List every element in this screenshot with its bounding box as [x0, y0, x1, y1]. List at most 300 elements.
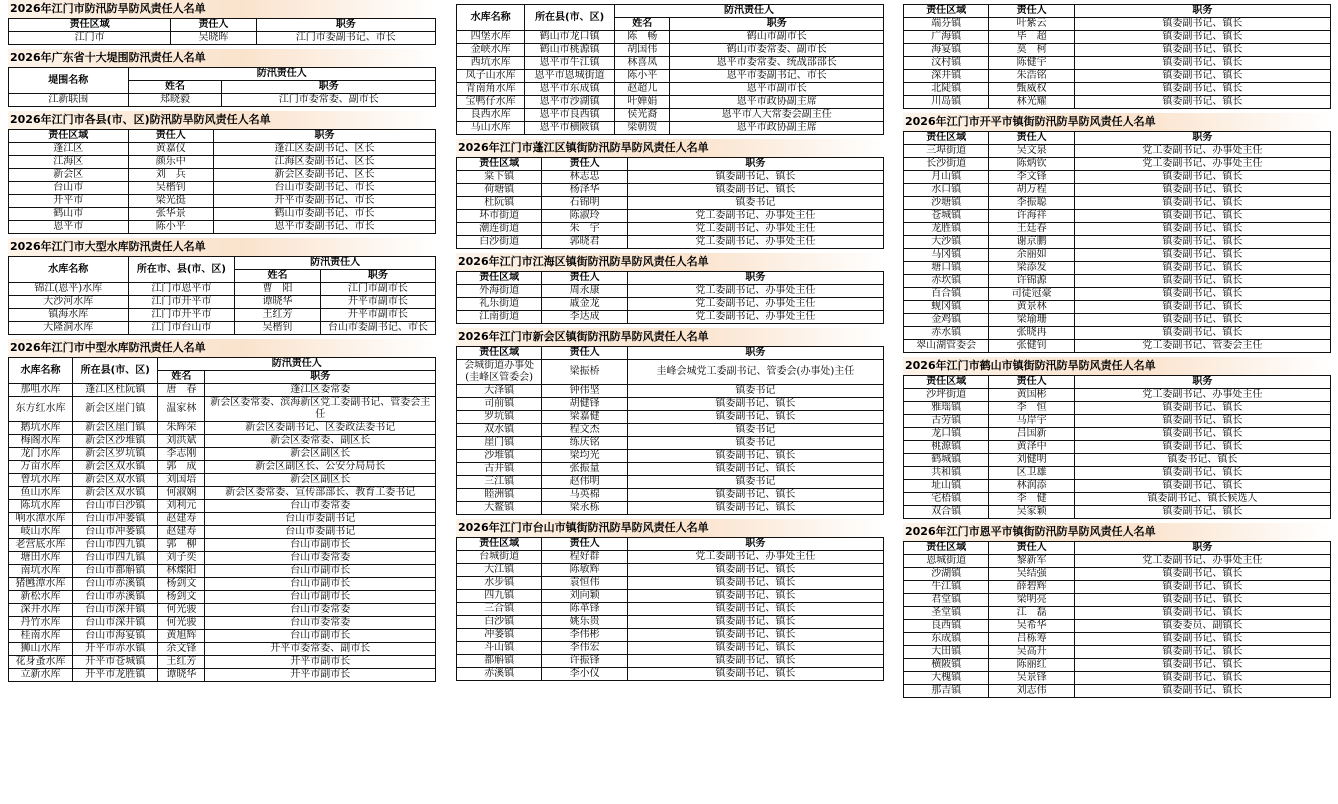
table-cell: 荷塘镇: [457, 184, 542, 197]
table-cell: 川岛镇: [904, 96, 989, 109]
county-section: [8, 111, 436, 234]
table-cell: 万亩水库: [9, 461, 73, 474]
table-cell: 陈坑水库: [9, 500, 73, 513]
city-table: [8, 18, 436, 45]
table-row: [457, 184, 884, 197]
table-cell: 党工委副书记、办事处主任: [1074, 555, 1330, 568]
table-row: [457, 603, 884, 616]
table-row: [9, 526, 436, 539]
table-cell: 鹤山市龙口镇: [525, 31, 615, 44]
table-cell: 潮连街道: [457, 223, 542, 236]
table-cell: 狮山水库: [9, 643, 73, 656]
table-cell: 北陡镇: [904, 83, 989, 96]
header-row: 责任区域 责任人 职务: [457, 347, 884, 360]
header-row: 责任区域 责任人 职务: [457, 158, 884, 171]
table-cell: 横陂镇: [904, 659, 989, 672]
table-cell: 镇委副书记、镇长: [1074, 428, 1330, 441]
table-cell: 台山市委副书记、市长: [320, 322, 435, 335]
table-cell: 吕国新: [989, 428, 1074, 441]
header-row: 责任区域 责任人 职务: [904, 542, 1331, 555]
pengjiang-table: [456, 157, 884, 249]
table-cell: 圭峰会城党工委副书记、管委会(办事处)主任: [627, 360, 883, 385]
table-cell: 君堂镇: [904, 594, 989, 607]
section-title: 2026年江门市鹤山市镇街防汛防旱防风责任人名单: [903, 357, 1331, 375]
table-row: [904, 607, 1331, 620]
table-row: [904, 620, 1331, 633]
table-cell: 台山市四九镇: [73, 539, 158, 552]
table-cell: 那咀水库: [9, 384, 73, 397]
table-cell: 温家林: [158, 397, 205, 422]
jianghai-table: [456, 271, 884, 324]
table-cell: 王廷春: [989, 223, 1074, 236]
table-cell: 白沙镇: [457, 616, 542, 629]
table-cell: 罗坑镇: [457, 411, 542, 424]
table-row: [457, 223, 884, 236]
table-cell: 江门市委常委、副市长: [222, 94, 436, 107]
table-cell: 开平市委常委、副市长: [205, 643, 436, 656]
table-row: [457, 96, 884, 109]
table-cell: 宝鸭仔水库: [457, 96, 525, 109]
table-row: [457, 642, 884, 655]
table-row: [9, 195, 436, 208]
header-row: 姓名 职务: [9, 371, 436, 384]
table-cell: 何光骏: [158, 604, 205, 617]
table-row: [904, 275, 1331, 288]
table-cell: 刘 兵: [128, 169, 213, 182]
table-cell: 镇委副书记、镇长: [1074, 70, 1330, 83]
table-cell: 陈丽红: [989, 659, 1074, 672]
table-cell: 月山镇: [904, 171, 989, 184]
table-cell: 镇委副书记、镇长: [1074, 262, 1330, 275]
table-cell: 李小仪: [542, 668, 627, 681]
table-row: [457, 197, 884, 210]
table-cell: 镇委副书记、镇长: [627, 171, 883, 184]
dike-section: [8, 49, 436, 107]
table-cell: 凤子山水库: [457, 70, 525, 83]
table-row: [9, 656, 436, 669]
table-cell: 花身蚤水库: [9, 656, 73, 669]
table-row: [9, 182, 436, 195]
table-cell: 崖门镇: [457, 437, 542, 450]
table-cell: 大槐镇: [904, 672, 989, 685]
table-row: [9, 500, 436, 513]
table-cell: 恩平市: [9, 221, 129, 234]
table-row: [9, 94, 436, 107]
table-cell: 梁添发: [989, 262, 1074, 275]
table-row: [9, 32, 436, 45]
table-cell: 镇委副书记、镇长: [1074, 415, 1330, 428]
table-cell: 镇委副书记、镇长: [627, 450, 883, 463]
table-row: [457, 360, 884, 385]
table-cell: 刘洪斌: [158, 435, 205, 448]
table-row: [9, 169, 436, 182]
table-cell: 台山市赤溪镇: [73, 578, 158, 591]
table-cell: 江海区委副书记、区长: [213, 156, 435, 169]
table-cell: 郭晓君: [542, 236, 627, 249]
table-row: [904, 594, 1331, 607]
table-cell: 恩平市横陂镇: [525, 122, 615, 135]
table-cell: 恩平市牛江镇: [525, 57, 615, 70]
table-cell: 镇委副书记、镇长: [1074, 210, 1330, 223]
table-cell: 许海祥: [989, 210, 1074, 223]
table-cell: 苍城镇: [904, 210, 989, 223]
table-cell: 司徒冠豪: [989, 288, 1074, 301]
table-cell: 台山市委常委: [205, 552, 436, 565]
table-cell: 广海镇: [904, 31, 989, 44]
table-cell: 镇委副书记、镇长: [1074, 441, 1330, 454]
table-row: [904, 633, 1331, 646]
table-cell: 王红芳: [235, 309, 320, 322]
table-cell: 党工委副书记、办事处主任: [1074, 145, 1330, 158]
table-cell: 开平市副市长: [205, 656, 436, 669]
table-cell: 新会区委副书记、区长: [213, 169, 435, 182]
table-cell: 朱浩铭: [989, 70, 1074, 83]
table-cell: 沙坪街道: [904, 389, 989, 402]
county-table: [8, 129, 436, 234]
table-cell: 开平市副市长: [320, 296, 435, 309]
table-row: [9, 448, 436, 461]
table-row: [9, 435, 436, 448]
header-row: 责任区域 责任人 职务: [904, 5, 1331, 18]
table-cell: 镇海水库: [9, 309, 129, 322]
table-cell: 赤溪镇: [457, 668, 542, 681]
table-row: [457, 57, 884, 70]
table-cell: 沙塘镇: [904, 197, 989, 210]
table-row: [457, 476, 884, 489]
table-cell: 镇委副书记、镇长: [627, 642, 883, 655]
table-row: [457, 502, 884, 515]
table-cell: 刘向颖: [542, 590, 627, 603]
table-cell: 蚬冈镇: [904, 301, 989, 314]
table-cell: 镇委副书记、镇长: [1074, 171, 1330, 184]
table-row: [9, 296, 436, 309]
table-cell: 鹤城镇: [904, 454, 989, 467]
table-cell: 响水潭水库: [9, 513, 73, 526]
large-reservoir-section: [8, 238, 436, 335]
table-cell: 镇委副书记、镇长: [1074, 44, 1330, 57]
table-cell: 龙门水库: [9, 448, 73, 461]
table-cell: 陈敏辉: [542, 564, 627, 577]
table-cell: 新会区副区长: [205, 474, 436, 487]
taishan-table: [456, 537, 884, 681]
table-cell: 镇委副书记、镇长候选人: [1074, 493, 1330, 506]
table-cell: 陈小平: [614, 70, 670, 83]
table-cell: 塘田水库: [9, 552, 73, 565]
table-cell: 台山市冲蒌镇: [73, 526, 158, 539]
table-cell: 吴楷钊: [235, 322, 320, 335]
table-row: [9, 221, 436, 234]
table-row: [904, 31, 1331, 44]
table-cell: 陈小平: [128, 221, 213, 234]
table-row: [9, 552, 436, 565]
table-cell: 镇委副书记、镇长: [1074, 223, 1330, 236]
header-row: 水库名称 所在县(市、区) 防汛责任人: [457, 5, 884, 18]
table-cell: 鹤山市: [9, 208, 129, 221]
table-cell: 林燦阳: [158, 565, 205, 578]
table-cell: 共和镇: [904, 467, 989, 480]
pengjiang-section: [456, 139, 884, 249]
table-cell: 马英棉: [542, 489, 627, 502]
table-cell: 曾坑水库: [9, 474, 73, 487]
table-cell: 镇委副书记、镇长: [627, 411, 883, 424]
table-cell: 棠下镇: [457, 171, 542, 184]
table-cell: 郭 柳: [158, 539, 205, 552]
table-cell: 沙堆镇: [457, 450, 542, 463]
table-cell: 练庆铭: [542, 437, 627, 450]
table-cell: 台山市委常委: [205, 604, 436, 617]
table-row: [9, 630, 436, 643]
table-cell: 四九镇: [457, 590, 542, 603]
table-cell: 新会区委常委、副区长: [205, 435, 436, 448]
table-cell: 开平市副市长: [205, 669, 436, 682]
table-cell: 党工委副书记、办事处主任: [627, 236, 883, 249]
table-row: [457, 70, 884, 83]
table-row: [9, 591, 436, 604]
table-row: [904, 646, 1331, 659]
table-cell: 猪乸潭水库: [9, 578, 73, 591]
table-cell: 袁恒伟: [542, 577, 627, 590]
table-cell: 镇委副书记、镇长: [1074, 506, 1330, 519]
large-reservoir-table: [8, 256, 436, 335]
table-row: [457, 450, 884, 463]
table-cell: 台山市副市长: [205, 565, 436, 578]
table-cell: 陈 畅: [614, 31, 670, 44]
table-cell: 镇委副书记、镇长: [627, 502, 883, 515]
table-row: [904, 480, 1331, 493]
section-title: 2026年江门市江海区镇街防汛防旱防风责任人名单: [456, 253, 884, 271]
table-cell: 新会区崖门镇: [73, 422, 158, 435]
table-cell: 新会区委常委、滨海新区党工委副书记、管委会主任: [205, 397, 436, 422]
table-cell: 莫 柯: [989, 44, 1074, 57]
table-cell: 张华景: [128, 208, 213, 221]
table-cell: 大田镇: [904, 646, 989, 659]
table-cell: 牛江镇: [904, 581, 989, 594]
table-row: [457, 668, 884, 681]
table-cell: 毕 超: [989, 31, 1074, 44]
table-cell: 翠山湖管委会: [904, 340, 989, 353]
table-cell: 雅瑶镇: [904, 402, 989, 415]
table-cell: 良西镇: [904, 620, 989, 633]
table-cell: 黄泽中: [989, 441, 1074, 454]
table-row: [457, 577, 884, 590]
table-cell: 百合镇: [904, 288, 989, 301]
table-cell: 沙湖镇: [904, 568, 989, 581]
table-row: [9, 156, 436, 169]
table-cell: 朱 宇: [542, 223, 627, 236]
table-cell: 大沙河水库: [9, 296, 129, 309]
table-cell: 东方红水库: [9, 397, 73, 422]
table-row: [904, 314, 1331, 327]
table-cell: 吴文泉: [989, 145, 1074, 158]
table-cell: 镇委委员、副镇长: [1074, 620, 1330, 633]
table-cell: 程好群: [542, 551, 627, 564]
table-cell: 镇委副书记、镇长: [627, 184, 883, 197]
header-row: 水库名称 所在市、县(市、区) 防汛责任人: [9, 257, 436, 270]
table-row: [904, 402, 1331, 415]
table-cell: 镇委书记: [627, 437, 883, 450]
header-row: 堤围名称 防汛责任人: [9, 68, 436, 81]
table-cell: 党工委副书记、办事处主任: [627, 285, 883, 298]
table-row: [457, 44, 884, 57]
table-cell: 镇委副书记、镇长: [627, 655, 883, 668]
table-cell: 叶婵娟: [614, 96, 670, 109]
table-cell: 古井镇: [457, 463, 542, 476]
table-cell: 党工委副书记、办事处主任: [627, 298, 883, 311]
table-row: [904, 555, 1331, 568]
table-cell: 台山市委常委: [205, 500, 436, 513]
table-cell: 恩城街道: [904, 555, 989, 568]
table-cell: 金鸡镇: [904, 314, 989, 327]
table-row: [904, 96, 1331, 109]
table-row: [904, 18, 1331, 31]
column-3: [903, 4, 1331, 698]
enping-section: [903, 523, 1331, 698]
table-cell: 塘口镇: [904, 262, 989, 275]
table-cell: 四堡水库: [457, 31, 525, 44]
table-cell: 江 磊: [989, 607, 1074, 620]
header-row: 责任区域 责任人 职务: [457, 538, 884, 551]
xinhui-section: [456, 328, 884, 515]
table-cell: 冲蒌镇: [457, 629, 542, 642]
table-row: [457, 616, 884, 629]
table-cell: 党工委副书记、办事处主任: [627, 210, 883, 223]
table-cell: 梁瑜珊: [989, 314, 1074, 327]
table-cell: 镇委副书记、镇长: [1074, 288, 1330, 301]
table-cell: 良西水库: [457, 109, 525, 122]
table-row: [457, 298, 884, 311]
table-cell: 新松水库: [9, 591, 73, 604]
table-cell: 余文锋: [158, 643, 205, 656]
table-cell: 刘健明: [989, 454, 1074, 467]
table-cell: 恩平市委副书记、市长: [670, 70, 884, 83]
table-cell: 新会区副区长: [205, 448, 436, 461]
table-cell: 李达成: [542, 311, 627, 324]
table-cell: 镇委书记: [627, 385, 883, 398]
table-row: [457, 171, 884, 184]
table-cell: 赵建寿: [158, 513, 205, 526]
table-cell: 桂南水库: [9, 630, 73, 643]
table-row: [904, 83, 1331, 96]
table-cell: 司前镇: [457, 398, 542, 411]
table-cell: 石锦明: [542, 197, 627, 210]
table-cell: 吴家颖: [989, 506, 1074, 519]
table-cell: 台山市赤溪镇: [73, 591, 158, 604]
heshan-table: [903, 375, 1331, 519]
table-cell: 新会区罗坑镇: [73, 448, 158, 461]
table-cell: 镇委副书记、镇长: [1074, 659, 1330, 672]
section-title: 2026年江门市恩平市镇街防汛防旱防风责任人名单: [903, 523, 1331, 541]
table-cell: 党工委副书记、办事处主任: [627, 551, 883, 564]
section-title: 2026年江门市新会区镇街防汛防旱防风责任人名单: [456, 328, 884, 346]
table-cell: 斗山镇: [457, 642, 542, 655]
table-cell: 镇委副书记、镇长: [1074, 197, 1330, 210]
table-cell: 镇委副书记、镇长: [1074, 646, 1330, 659]
table-cell: 杨泽华: [542, 184, 627, 197]
table-cell: 双水镇: [457, 424, 542, 437]
table-cell: 程文杰: [542, 424, 627, 437]
table-cell: 环市街道: [457, 210, 542, 223]
medium-reservoir-continued: [456, 4, 884, 135]
table-cell: 汶村镇: [904, 57, 989, 70]
table-cell: 蓬江区委常委: [205, 384, 436, 397]
table-cell: 镇委书记: [627, 197, 883, 210]
table-row: [904, 288, 1331, 301]
table-cell: 杜阮镇: [457, 197, 542, 210]
table-cell: 三合镇: [457, 603, 542, 616]
table-cell: 刘国培: [158, 474, 205, 487]
table-cell: 叶紫云: [989, 18, 1074, 31]
table-cell: 镇委副书记、镇长: [1074, 594, 1330, 607]
table-cell: 胡万程: [989, 184, 1074, 197]
table-cell: 吴景锋: [989, 672, 1074, 685]
table-cell: 江门市开平市: [128, 296, 235, 309]
table-row: [904, 70, 1331, 83]
table-cell: 丹竹水库: [9, 617, 73, 630]
table-cell: 黄国彬: [989, 389, 1074, 402]
table-cell: 桃源镇: [904, 441, 989, 454]
table-cell: 鹅坑水库: [9, 422, 73, 435]
table-cell: 开平市龙胜镇: [73, 669, 158, 682]
table-row: [9, 669, 436, 682]
section-title: 2026年江门市开平市镇街防汛防旱防风责任人名单: [903, 113, 1331, 131]
table-cell: 鱼山水库: [9, 487, 73, 500]
table-cell: 赵建寿: [158, 526, 205, 539]
table-cell: 张健钊: [989, 340, 1074, 353]
table-cell: 李文锋: [989, 171, 1074, 184]
section-title: 2026年江门市各县(市、区)防汛防旱防风责任人名单: [8, 111, 436, 129]
table-cell: 陈炳钦: [989, 158, 1074, 171]
table-cell: 马冈镇: [904, 249, 989, 262]
table-row: [457, 83, 884, 96]
table-cell: 镇委副书记、镇长: [627, 577, 883, 590]
table-cell: 鹤山市委常委、副市长: [670, 44, 884, 57]
table-cell: 台山市四九镇: [73, 552, 158, 565]
table-cell: 台山市副市长: [205, 630, 436, 643]
table-cell: 台山市白沙镇: [73, 500, 158, 513]
table-cell: 镇委副书记、镇长: [1074, 467, 1330, 480]
table-cell: 宅梧镇: [904, 493, 989, 506]
jianghai-section: [456, 253, 884, 324]
medium-reservoir-table-cont: [456, 4, 884, 135]
table-row: [904, 428, 1331, 441]
table-cell: 金峡水库: [457, 44, 525, 57]
table-row: [457, 285, 884, 298]
table-cell: 陈淑玲: [542, 210, 627, 223]
table-cell: 镇委副书记、镇长: [1074, 184, 1330, 197]
table-cell: 梁嘉健: [542, 411, 627, 424]
table-cell: 梅阁水库: [9, 435, 73, 448]
table-cell: 江门市: [9, 32, 171, 45]
table-row: [904, 672, 1331, 685]
table-cell: 李 恒: [989, 402, 1074, 415]
table-row: [9, 539, 436, 552]
table-cell: 杨剑文: [158, 591, 205, 604]
table-cell: 甄威权: [989, 83, 1074, 96]
table-row: [904, 57, 1331, 70]
table-cell: 朱辉荣: [158, 422, 205, 435]
table-row: [904, 236, 1331, 249]
table-cell: 钟伟坚: [542, 385, 627, 398]
table-cell: 胡健锋: [542, 398, 627, 411]
enping-table: [903, 541, 1331, 698]
table-cell: 吴结强: [989, 568, 1074, 581]
table-cell: 台山市: [9, 182, 129, 195]
table-cell: 颜乐中: [128, 156, 213, 169]
table-row: [9, 397, 436, 422]
table-cell: 端芬镇: [904, 18, 989, 31]
table-cell: 海宴镇: [904, 44, 989, 57]
table-cell: 老营底水库: [9, 539, 73, 552]
